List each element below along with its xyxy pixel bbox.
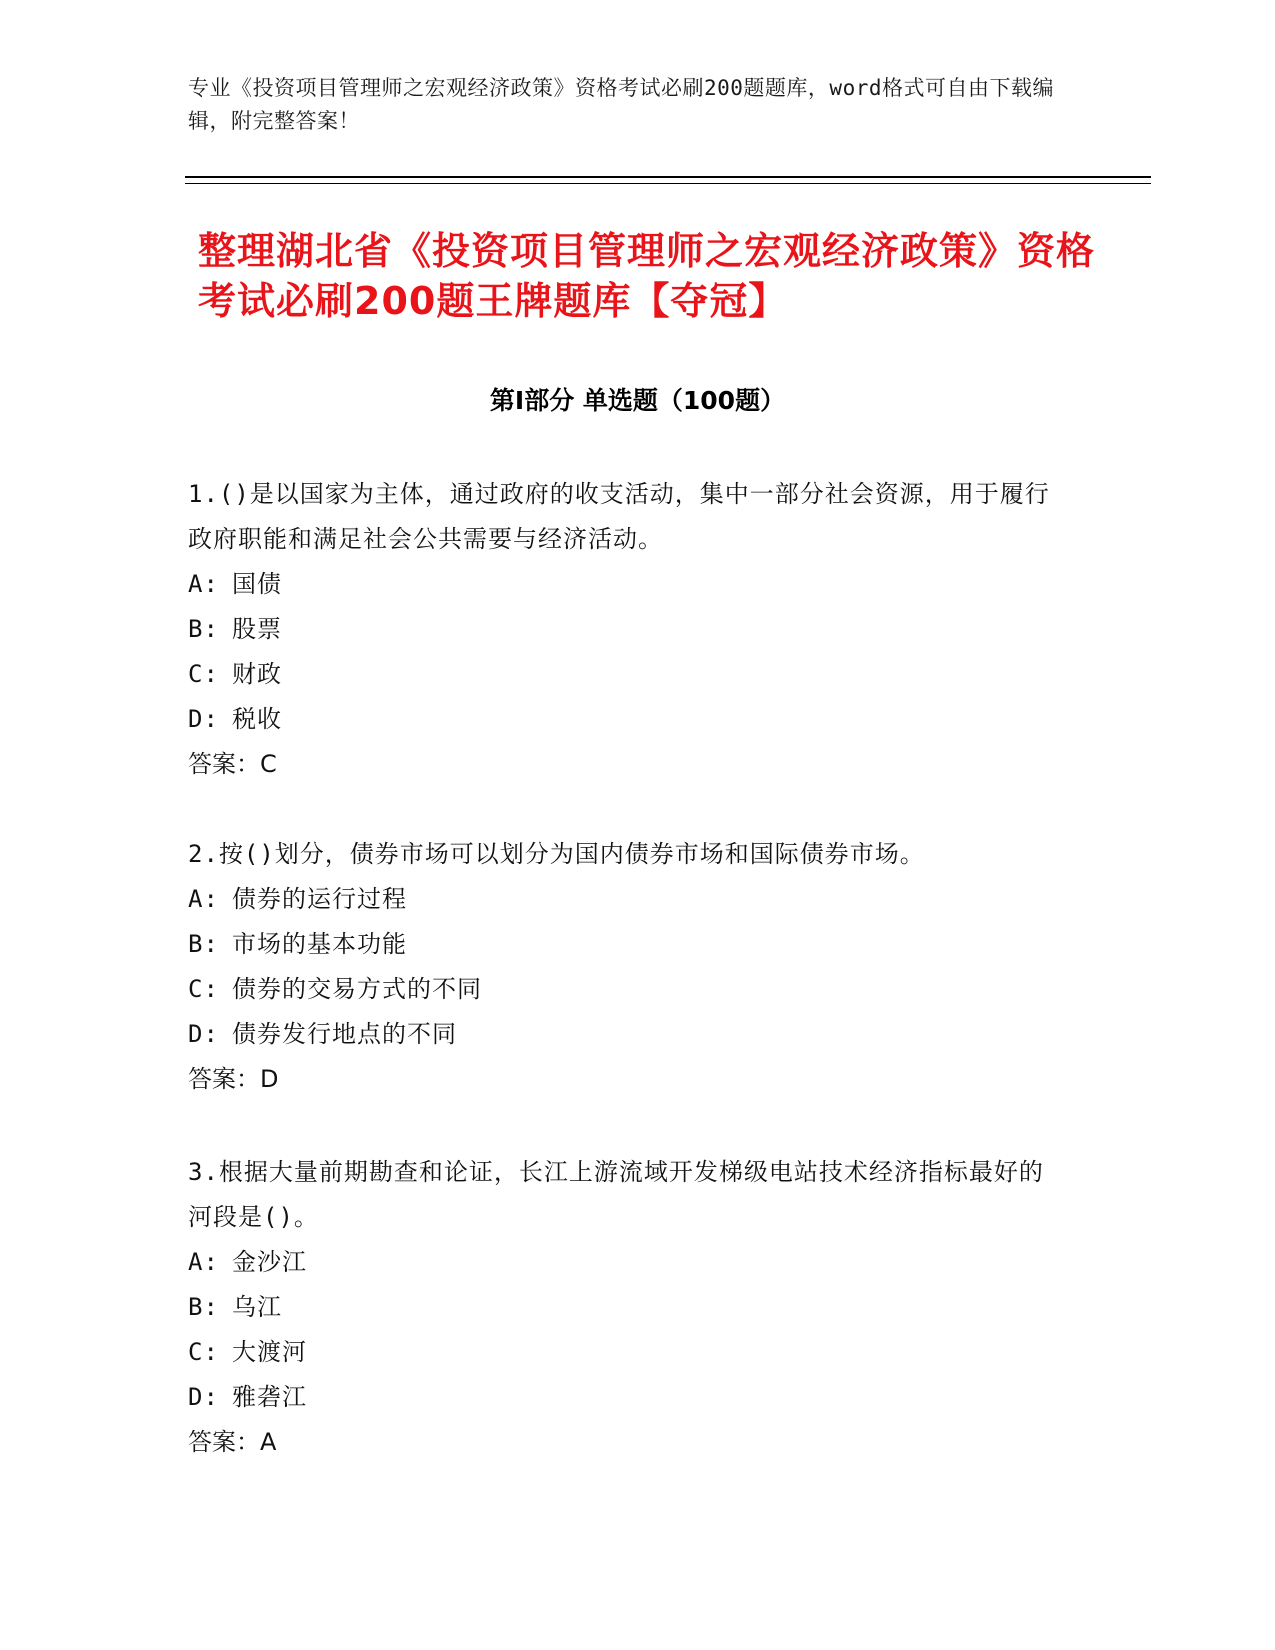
question-2 — [188, 832, 1068, 1102]
option-letter: D: — [188, 705, 219, 733]
option-letter: B: — [188, 1293, 219, 1321]
option-b — [188, 922, 1068, 967]
document-title: 整理湖北省《投资项目管理师之宏观经济政策》资格考试必刷200题王牌题库【夺冠】 — [198, 229, 1096, 323]
option-b — [188, 607, 1068, 652]
header-note: 专业《投资项目管理师之宏观经济政策》资格考试必刷200题题库，word格式可自由下载编辑，附完整答案！ — [188, 76, 1054, 133]
section-heading: 第Ⅰ部分 单选题（100题） — [489, 386, 786, 415]
answer: 答案：A — [188, 1428, 277, 1456]
option-a — [188, 562, 1068, 607]
option-text: 债券发行地点的不同 — [232, 1020, 457, 1048]
answer: 答案：D — [188, 1065, 279, 1093]
option-d — [188, 1375, 1068, 1420]
question-stem: 2.按()划分，债券市场可以划分为国内债券市场和国际债券市场。 — [188, 840, 925, 868]
answer: 答案：C — [188, 750, 277, 778]
option-text: 雅砻江 — [232, 1383, 307, 1411]
option-d — [188, 1012, 1068, 1057]
option-letter: B: — [188, 930, 219, 958]
option-letter: A: — [188, 570, 219, 598]
option-letter: D: — [188, 1383, 219, 1411]
option-text: 大渡河 — [232, 1338, 307, 1366]
option-letter: A: — [188, 1248, 219, 1276]
option-letter: D: — [188, 1020, 219, 1048]
question-stem: 3.根据大量前期勘查和论证，长江上游流域开发梯级电站技术经济指标最好的河段是()。 — [188, 1158, 1044, 1231]
option-c — [188, 652, 1068, 697]
question-stem: 1.()是以国家为主体，通过政府的收支活动，集中一部分社会资源，用于履行政府职能和满足社会公共需要与经济活动。 — [188, 480, 1050, 553]
option-letter: B: — [188, 615, 219, 643]
header-divider-thin — [185, 183, 1151, 184]
option-text: 乌江 — [232, 1293, 282, 1321]
option-text: 国债 — [232, 570, 282, 598]
option-letter: C: — [188, 660, 219, 688]
question-1 — [188, 472, 1068, 787]
question-3 — [188, 1150, 1068, 1465]
option-text: 税收 — [232, 705, 282, 733]
option-a — [188, 877, 1068, 922]
option-text: 金沙江 — [232, 1248, 307, 1276]
option-a — [188, 1240, 1068, 1285]
option-d — [188, 697, 1068, 742]
option-c — [188, 1330, 1068, 1375]
option-c — [188, 967, 1068, 1012]
option-b — [188, 1285, 1068, 1330]
option-letter: A: — [188, 885, 219, 913]
option-text: 股票 — [232, 615, 282, 643]
option-text: 债券的交易方式的不同 — [232, 975, 482, 1003]
option-text: 市场的基本功能 — [232, 930, 407, 958]
option-text: 财政 — [232, 660, 282, 688]
option-letter: C: — [188, 975, 219, 1003]
header-divider-thick — [185, 176, 1151, 178]
option-text: 债券的运行过程 — [232, 885, 407, 913]
option-letter: C: — [188, 1338, 219, 1366]
